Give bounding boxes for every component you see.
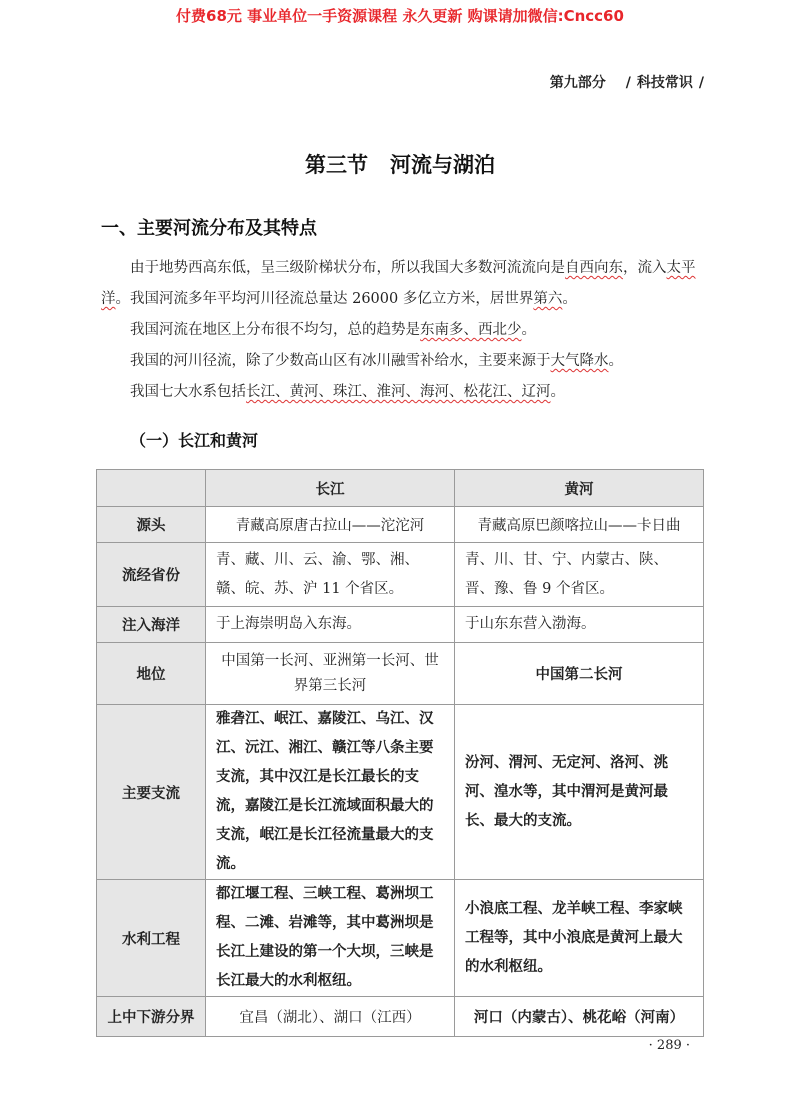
page-title [0,149,800,179]
changjiang-cell: 青、藏、川、云、渝、鄂、湘、赣、皖、苏、沪 11 个省区。 [206,543,455,607]
huanghe-cell: 青、川、甘、宁、内蒙古、陕、晋、豫、鲁 9 个省区。 [455,543,704,607]
header-subject: 科技常识 [636,75,693,91]
paragraph-terrain [101,253,706,315]
rivers-comparison-table [96,469,704,1037]
changjiang-cell: 宜昌（湖北）、湖口（江西） [206,997,455,1037]
huanghe-cell: 河口（内蒙古）、桃花峪（河南） [455,997,704,1037]
emphasis-text: 大气降水 [550,353,609,369]
table-row [97,607,704,643]
row-label: 水利工程 [97,880,206,997]
row-label: 主要支流 [97,705,206,880]
column-header [97,470,206,507]
emphasis-text: 东南多、西北少 [420,322,522,338]
column-header: 黄河 [455,470,704,507]
changjiang-cell: 青藏高原唐古拉山——沱沱河 [206,507,455,543]
text-run: 。 [550,384,565,400]
row-label: 源头 [97,507,206,543]
column-header: 长江 [206,470,455,507]
paragraph-runoff [101,346,706,377]
text-run: 我国河流在地区上分布很不均匀，总的趋势是 [130,322,420,338]
changjiang-cell: 雅砻江、岷江、嘉陵江、乌江、汉江、沅江、湘江、赣江等八条主要支流，其中汉江是长江最长的支流，嘉陵江是长江流域面积最大的支流，岷江是长江径流量最大的支流。 [206,705,455,880]
heading-level-1: 一、主要河流分布及其特点 [101,218,317,239]
huanghe-cell: 中国第二长河 [455,643,704,705]
text-run: 。我国河流多年平均河川径流总量达 26000 多亿立方米，居世界 [115,291,534,307]
table-row [97,880,704,997]
header-part: 第九部分 [549,75,606,91]
huanghe-cell: 青藏高原巴颜喀拉山——卡日曲 [455,507,704,543]
huanghe-cell: 汾河、渭河、无定河、洛河、洮河、湟水等，其中渭河是黄河最长、最大的支流。 [455,705,704,880]
heading-level-2: （一）长江和黄河 [130,431,259,450]
row-label: 地位 [97,643,206,705]
emphasis-text: 长江、黄河、珠江、淮河、海河、松花江、辽河 [246,384,551,400]
running-header: 第九部分 / 科技常识 / [549,75,704,91]
intro-paragraphs [101,253,706,408]
table-row [97,543,704,607]
huanghe-cell: 小浪底工程、龙羊峡工程、李家峡工程等，其中小浪底是黄河上最大的水利枢纽。 [455,880,704,997]
section-number: 第三节 [305,153,368,177]
section-title: 河流与湖泊 [390,153,495,177]
huanghe-cell: 于山东东营入渤海。 [455,607,704,643]
table-row [97,705,704,880]
text-run: ，流入 [623,260,667,276]
emphasis-text: 太平洋 [101,260,696,307]
paragraph-distribution [101,315,706,346]
page-number: · 289 · [648,1038,690,1053]
paragraph-river-systems [101,377,706,408]
emphasis-text: 第六 [533,291,563,307]
changjiang-cell: 于上海崇明岛入东海。 [206,607,455,643]
emphasis-text: 自西向东 [565,260,623,276]
row-label: 上中下游分界 [97,997,206,1037]
text-run: 我国的河川径流，除了少数高山区有冰川融雪补给水，主要来源于 [130,353,551,369]
text-run: 由于地势西高东低，呈三级阶梯状分布，所以我国大多数河流流向是 [130,260,565,276]
table-header-row [97,470,704,507]
text-run: 。 [562,291,577,307]
table-row [97,507,704,543]
table-row [97,643,704,705]
promo-banner: 付费68元 事业单位一手资源课程 永久更新 购课请加微信:Cncc60 [176,7,624,25]
changjiang-cell: 中国第一长河、亚洲第一长河、世界第三长河 [206,643,455,705]
table-row [97,997,704,1037]
row-label: 流经省份 [97,543,206,607]
text-run: 。 [608,353,623,369]
changjiang-cell: 都江堰工程、三峡工程、葛洲坝工程、二滩、岩滩等，其中葛洲坝是长江上建设的第一个大坝，三峡是长江最大的水利枢纽。 [206,880,455,997]
text-run: 。 [521,322,536,338]
row-label: 注入海洋 [97,607,206,643]
text-run: 我国七大水系包括 [130,384,246,400]
